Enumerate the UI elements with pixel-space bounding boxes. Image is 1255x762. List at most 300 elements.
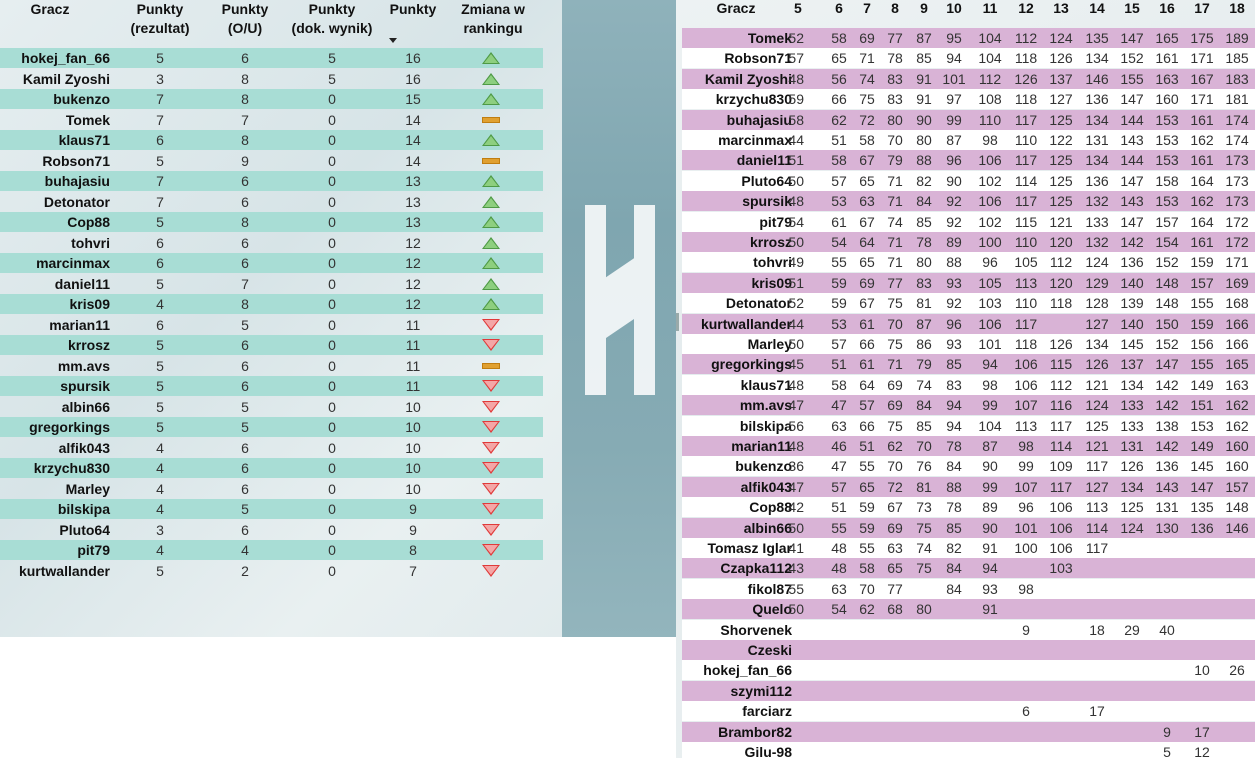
- round-score: 143: [1155, 478, 1179, 495]
- round-score: 75: [887, 295, 903, 312]
- round-score: 53: [831, 315, 847, 332]
- round-score: 56: [831, 70, 847, 87]
- table-row[interactable]: [682, 395, 1255, 415]
- round-score: 58: [831, 152, 847, 169]
- round-score: 50: [788, 234, 804, 250]
- table-row[interactable]: [0, 520, 543, 540]
- round-score: 41: [788, 540, 804, 556]
- round-score: 59: [859, 499, 875, 516]
- round-score: 96: [1018, 499, 1034, 516]
- table-row[interactable]: [682, 599, 1255, 619]
- round-score: 147: [1120, 30, 1144, 46]
- round-score: 12: [1194, 744, 1210, 760]
- round-score: 152: [1155, 254, 1179, 271]
- round-score: 65: [859, 254, 875, 271]
- round-score: 95: [946, 30, 962, 46]
- round-score: 63: [831, 417, 847, 434]
- player-name: bukenzo: [53, 91, 110, 107]
- points-ou: 6: [241, 50, 249, 66]
- round-score: 148: [1155, 274, 1179, 291]
- player-name: albin66: [743, 519, 792, 536]
- round-score: 75: [859, 91, 875, 108]
- round-score: 106: [1014, 376, 1038, 393]
- round-score: 72: [859, 111, 875, 128]
- round-score: 169: [1225, 274, 1249, 291]
- table-row[interactable]: [0, 253, 543, 273]
- round-score: 134: [1085, 152, 1109, 169]
- round-score: 131: [1085, 132, 1109, 148]
- table-row[interactable]: [682, 660, 1255, 680]
- player-name: Gilu-98: [744, 744, 792, 760]
- points-result: 6: [156, 132, 164, 148]
- table-row[interactable]: [682, 416, 1255, 436]
- table-row[interactable]: [0, 438, 543, 458]
- round-score: 26: [1229, 662, 1245, 679]
- round-score: 62: [859, 601, 875, 618]
- triangle-down-icon: [482, 503, 500, 515]
- round-score: 181: [1225, 91, 1249, 108]
- round-score: 65: [887, 560, 903, 577]
- table-row[interactable]: [0, 212, 543, 232]
- round-score: 55: [859, 540, 875, 556]
- header-round[interactable]: 10: [946, 0, 962, 16]
- table-row[interactable]: [682, 538, 1255, 558]
- round-score: 117: [1014, 193, 1038, 210]
- table-row[interactable]: [682, 456, 1255, 476]
- round-score: 75: [887, 417, 903, 434]
- table-row[interactable]: [682, 252, 1255, 272]
- round-score: 68: [887, 601, 903, 618]
- triangle-up-icon: [482, 93, 500, 105]
- table-row[interactable]: [682, 518, 1255, 538]
- round-score: 114: [1085, 519, 1109, 536]
- round-score: 6: [1022, 703, 1030, 720]
- round-score: 159: [1190, 254, 1214, 271]
- player-name: krrosz: [749, 234, 792, 250]
- table-row[interactable]: [682, 69, 1255, 89]
- round-score: 88: [946, 478, 962, 495]
- points-result: 5: [156, 152, 164, 169]
- table-row[interactable]: [0, 192, 543, 212]
- points-exact: 0: [328, 132, 336, 148]
- round-score: 173: [1225, 172, 1249, 189]
- round-score: 142: [1155, 376, 1179, 393]
- points-exact: 0: [328, 460, 336, 476]
- table-row[interactable]: [682, 558, 1255, 578]
- header-round[interactable]: 12: [1018, 0, 1034, 16]
- player-name: hokej_fan_66: [21, 50, 110, 66]
- round-score: 165: [1225, 356, 1249, 373]
- points-total: 15: [405, 91, 421, 107]
- points-result: 5: [156, 419, 164, 435]
- round-score: 85: [916, 213, 932, 230]
- round-score: 84: [946, 580, 962, 597]
- round-score: 118: [1049, 295, 1073, 312]
- table-row[interactable]: [682, 110, 1255, 130]
- round-score: 157: [1190, 274, 1214, 291]
- header-round[interactable]: 13: [1053, 0, 1069, 16]
- table-row[interactable]: [0, 130, 543, 150]
- header-points-exact[interactable]: Punkty (dok. wynik): [291, 1, 373, 36]
- player-name: buhajasiu: [44, 173, 110, 189]
- player-name: Marley: [747, 336, 792, 352]
- round-score: 65: [831, 50, 847, 67]
- table-row[interactable]: [682, 273, 1255, 293]
- round-score: 70: [916, 438, 932, 454]
- points-total: 10: [405, 460, 421, 476]
- points-exact: 0: [328, 398, 336, 415]
- round-score: 83: [916, 274, 932, 291]
- triangle-down-icon: [482, 565, 500, 577]
- round-score: 136: [1190, 519, 1214, 536]
- points-result: 6: [156, 255, 164, 271]
- table-row[interactable]: [682, 28, 1255, 48]
- round-score: 85: [946, 356, 962, 373]
- header-points-ou[interactable]: Punkty (O/U): [221, 1, 269, 36]
- round-score: 108: [978, 91, 1002, 108]
- table-row[interactable]: [682, 212, 1255, 232]
- header-round[interactable]: 8: [891, 0, 899, 16]
- round-score: 45: [788, 356, 804, 373]
- table-row[interactable]: [0, 479, 543, 499]
- round-score: 147: [1120, 213, 1144, 230]
- round-score: 110: [1014, 295, 1038, 312]
- round-score: 93: [982, 580, 998, 597]
- round-score: 70: [887, 458, 903, 475]
- round-score: 134: [1120, 478, 1144, 495]
- player-name: fikol87: [747, 580, 792, 597]
- round-score: 96: [982, 254, 998, 271]
- round-score: 162: [1190, 193, 1214, 210]
- round-score: 150: [1155, 315, 1179, 332]
- round-score: 72: [887, 478, 903, 495]
- round-score: 138: [1155, 417, 1179, 434]
- points-result: 5: [156, 50, 164, 66]
- table-row[interactable]: [682, 579, 1255, 599]
- points-exact: 0: [328, 316, 336, 333]
- round-score: 163: [1155, 70, 1179, 87]
- round-score: 80: [887, 111, 903, 128]
- round-score: 50: [788, 172, 804, 189]
- header-round[interactable]: 9: [920, 0, 928, 16]
- round-score: 106: [978, 152, 1002, 169]
- round-score: 112: [1014, 30, 1038, 46]
- player-name: Detonator: [725, 295, 792, 312]
- round-score: 136: [1155, 458, 1179, 475]
- round-score: 133: [1120, 397, 1144, 414]
- round-score: 117: [1014, 152, 1038, 169]
- table-row[interactable]: [682, 150, 1255, 170]
- round-score: 130: [1155, 519, 1179, 536]
- points-total: 8: [409, 542, 417, 558]
- round-score: 76: [916, 458, 932, 475]
- player-name: pit79: [759, 213, 792, 230]
- round-score: 69: [887, 376, 903, 393]
- header-round[interactable]: 6: [835, 0, 843, 16]
- round-score: 64: [859, 234, 875, 250]
- points-ou: 6: [241, 255, 249, 271]
- round-score: 58: [831, 376, 847, 393]
- header-points[interactable]: Punkty: [389, 1, 437, 17]
- table-row[interactable]: [682, 620, 1255, 640]
- table-row[interactable]: [0, 458, 543, 478]
- header-rank-change[interactable]: Zmiana w rankingu: [461, 1, 525, 36]
- triangle-up-icon: [482, 52, 500, 64]
- points-ou: 4: [241, 542, 249, 558]
- player-name: mm.avs: [739, 397, 792, 414]
- round-score: 147: [1120, 172, 1144, 189]
- round-score: 66: [831, 91, 847, 108]
- round-score: 55: [788, 580, 804, 597]
- points-exact: 0: [328, 91, 336, 107]
- table-row[interactable]: [682, 640, 1255, 660]
- round-score: 117: [1014, 315, 1038, 332]
- table-row[interactable]: [0, 151, 543, 171]
- player-name: krzychu830: [33, 460, 110, 476]
- table-row[interactable]: [0, 417, 543, 437]
- round-score: 74: [887, 213, 903, 230]
- round-score: 67: [859, 152, 875, 169]
- player-name: Quelo: [752, 601, 792, 618]
- round-score: 42: [788, 499, 804, 516]
- triangle-up-icon: [482, 278, 500, 290]
- table-row[interactable]: [682, 742, 1255, 762]
- points-result: 4: [156, 439, 164, 456]
- player-name: Czeski: [747, 642, 792, 658]
- table-row[interactable]: [682, 314, 1255, 334]
- table-row[interactable]: [682, 701, 1255, 721]
- round-score: 47: [831, 458, 847, 475]
- round-score: 65: [859, 172, 875, 189]
- round-score: 160: [1155, 91, 1179, 108]
- round-score: 66: [859, 336, 875, 352]
- round-score: 59: [788, 91, 804, 108]
- round-score: 96: [946, 315, 962, 332]
- round-score: 87: [916, 30, 932, 46]
- points-ou: 8: [241, 91, 249, 107]
- points-total: 13: [405, 173, 421, 189]
- blank-area: [0, 637, 676, 758]
- player-name: buhajasiu: [726, 111, 792, 128]
- table-row[interactable]: [682, 232, 1255, 252]
- table-row[interactable]: [0, 376, 543, 396]
- table-row[interactable]: [0, 315, 543, 335]
- table-row[interactable]: [0, 171, 543, 191]
- triangle-up-icon: [482, 298, 500, 310]
- header-points-result[interactable]: Punkty (rezultat): [130, 1, 190, 36]
- sort-desc-icon[interactable]: [389, 38, 397, 43]
- round-score: 118: [1014, 91, 1038, 108]
- points-ou: 6: [241, 357, 249, 374]
- round-score: 102: [978, 172, 1002, 189]
- round-score: 104: [978, 30, 1002, 46]
- round-score: 77: [887, 30, 903, 46]
- table-row[interactable]: [682, 89, 1255, 109]
- table-row[interactable]: [682, 171, 1255, 191]
- round-score: 58: [859, 560, 875, 577]
- dash-icon: [482, 114, 500, 126]
- round-score: 82: [916, 172, 932, 189]
- table-row[interactable]: [682, 130, 1255, 150]
- round-score: 103: [978, 295, 1002, 312]
- header-round[interactable]: 18: [1229, 0, 1245, 16]
- triangle-up-icon: [482, 73, 500, 85]
- round-score: 55: [859, 458, 875, 475]
- round-score: 173: [1225, 152, 1249, 169]
- table-row[interactable]: [0, 89, 543, 109]
- round-score: 140: [1120, 315, 1144, 332]
- round-score: 93: [946, 336, 962, 352]
- table-row[interactable]: [0, 356, 543, 376]
- round-score: 57: [788, 50, 804, 67]
- header-round[interactable]: 11: [982, 0, 998, 16]
- round-score: 115: [1049, 356, 1073, 373]
- points-ou: 7: [241, 111, 249, 128]
- points-result: 7: [156, 173, 164, 189]
- player-name: Tomek: [65, 111, 110, 128]
- points-total: 10: [405, 419, 421, 435]
- header-round[interactable]: 7: [863, 0, 871, 16]
- header-player[interactable]: Gracz: [716, 0, 756, 16]
- round-score: 71: [887, 356, 903, 373]
- table-row[interactable]: [682, 436, 1255, 456]
- table-row[interactable]: [0, 561, 543, 581]
- round-score: 48: [788, 376, 804, 393]
- round-score: 152: [1155, 336, 1179, 352]
- round-score: 70: [887, 132, 903, 148]
- round-score: 175: [1190, 30, 1214, 46]
- table-row[interactable]: [0, 274, 543, 294]
- round-score: 59: [831, 274, 847, 291]
- table-row[interactable]: [0, 335, 543, 355]
- header-round[interactable]: 17: [1194, 0, 1210, 16]
- round-score: 125: [1120, 499, 1144, 516]
- round-score: 159: [1190, 315, 1214, 332]
- points-total: 7: [409, 562, 417, 579]
- round-score: 148: [1155, 295, 1179, 312]
- table-row[interactable]: [0, 397, 543, 417]
- player-name: daniel11: [54, 275, 110, 292]
- round-score: 88: [946, 254, 962, 271]
- round-score: 74: [916, 376, 932, 393]
- round-score: 117: [1085, 458, 1109, 475]
- round-score: 125: [1049, 111, 1073, 128]
- points-ou: 5: [241, 501, 249, 517]
- table-row[interactable]: [682, 293, 1255, 313]
- round-score: 118: [1014, 50, 1038, 67]
- round-score: 75: [887, 336, 903, 352]
- header-round[interactable]: 14: [1089, 0, 1105, 16]
- table-row[interactable]: [682, 354, 1255, 374]
- round-score: 144: [1120, 111, 1144, 128]
- table-row[interactable]: [682, 477, 1255, 497]
- header-player[interactable]: Gracz: [30, 1, 70, 17]
- table-row[interactable]: [682, 497, 1255, 517]
- points-result: 4: [156, 480, 164, 497]
- round-score: 140: [1120, 274, 1144, 291]
- table-row[interactable]: [0, 499, 543, 519]
- scroll-indicator[interactable]: [676, 313, 679, 331]
- round-score: 147: [1120, 91, 1144, 108]
- round-score: 64: [859, 376, 875, 393]
- round-score: 48: [831, 540, 847, 556]
- round-score: 162: [1225, 417, 1249, 434]
- header-round[interactable]: 15: [1124, 0, 1140, 16]
- player-name: kurtwallander: [700, 315, 792, 332]
- round-score: 47: [788, 397, 804, 414]
- round-score: 9: [1022, 621, 1030, 638]
- points-total: 14: [405, 152, 421, 169]
- round-score: 126: [1085, 356, 1109, 373]
- triangle-down-icon: [482, 380, 500, 392]
- table-row[interactable]: [0, 69, 543, 89]
- round-score: 79: [916, 356, 932, 373]
- points-exact: 0: [328, 501, 336, 517]
- header-round[interactable]: 5: [794, 0, 802, 16]
- table-row[interactable]: [682, 48, 1255, 68]
- table-row[interactable]: [682, 681, 1255, 701]
- round-score: 157: [1155, 213, 1179, 230]
- table-row[interactable]: [682, 375, 1255, 395]
- table-row[interactable]: [0, 233, 543, 253]
- round-score: 62: [831, 111, 847, 128]
- table-row[interactable]: [682, 334, 1255, 354]
- points-total: 16: [405, 70, 421, 87]
- player-name: daniel11: [736, 152, 792, 169]
- round-score: 124: [1120, 519, 1144, 536]
- round-score: 85: [916, 50, 932, 67]
- round-score: 91: [982, 601, 998, 618]
- table-row[interactable]: [682, 722, 1255, 742]
- round-score: 113: [1014, 417, 1038, 434]
- round-score: 106: [1049, 519, 1073, 536]
- round-score: 134: [1085, 336, 1109, 352]
- round-score: 50: [788, 336, 804, 352]
- points-total: 11: [405, 378, 421, 394]
- round-score: 78: [946, 438, 962, 454]
- round-score: 105: [978, 274, 1002, 291]
- round-score: 71: [887, 234, 903, 250]
- round-score: 54: [831, 601, 847, 618]
- round-score: 99: [982, 478, 998, 495]
- table-row[interactable]: [0, 48, 543, 68]
- round-score: 78: [887, 50, 903, 67]
- round-score: 105: [1014, 254, 1038, 271]
- table-row[interactable]: [682, 191, 1255, 211]
- table-row[interactable]: [0, 294, 543, 314]
- round-score: 125: [1049, 152, 1073, 169]
- round-score: 113: [1014, 274, 1038, 291]
- round-score: 57: [859, 397, 875, 414]
- points-total: 11: [405, 337, 421, 353]
- round-score: 99: [1018, 458, 1034, 475]
- points-result: 5: [156, 337, 164, 353]
- table-row[interactable]: [0, 110, 543, 130]
- points-total: 11: [405, 316, 421, 333]
- round-score: 43: [788, 560, 804, 577]
- round-score: 18: [1089, 621, 1105, 638]
- header-round[interactable]: 16: [1159, 0, 1175, 16]
- round-score: 51: [831, 356, 847, 373]
- round-score: 127: [1049, 91, 1073, 108]
- round-score: 146: [1225, 519, 1249, 536]
- points-total: 12: [405, 275, 421, 292]
- round-score: 147: [1155, 356, 1179, 373]
- round-score: 63: [887, 540, 903, 556]
- table-row[interactable]: [0, 540, 543, 560]
- triangle-up-icon: [482, 175, 500, 187]
- round-score: 85: [916, 417, 932, 434]
